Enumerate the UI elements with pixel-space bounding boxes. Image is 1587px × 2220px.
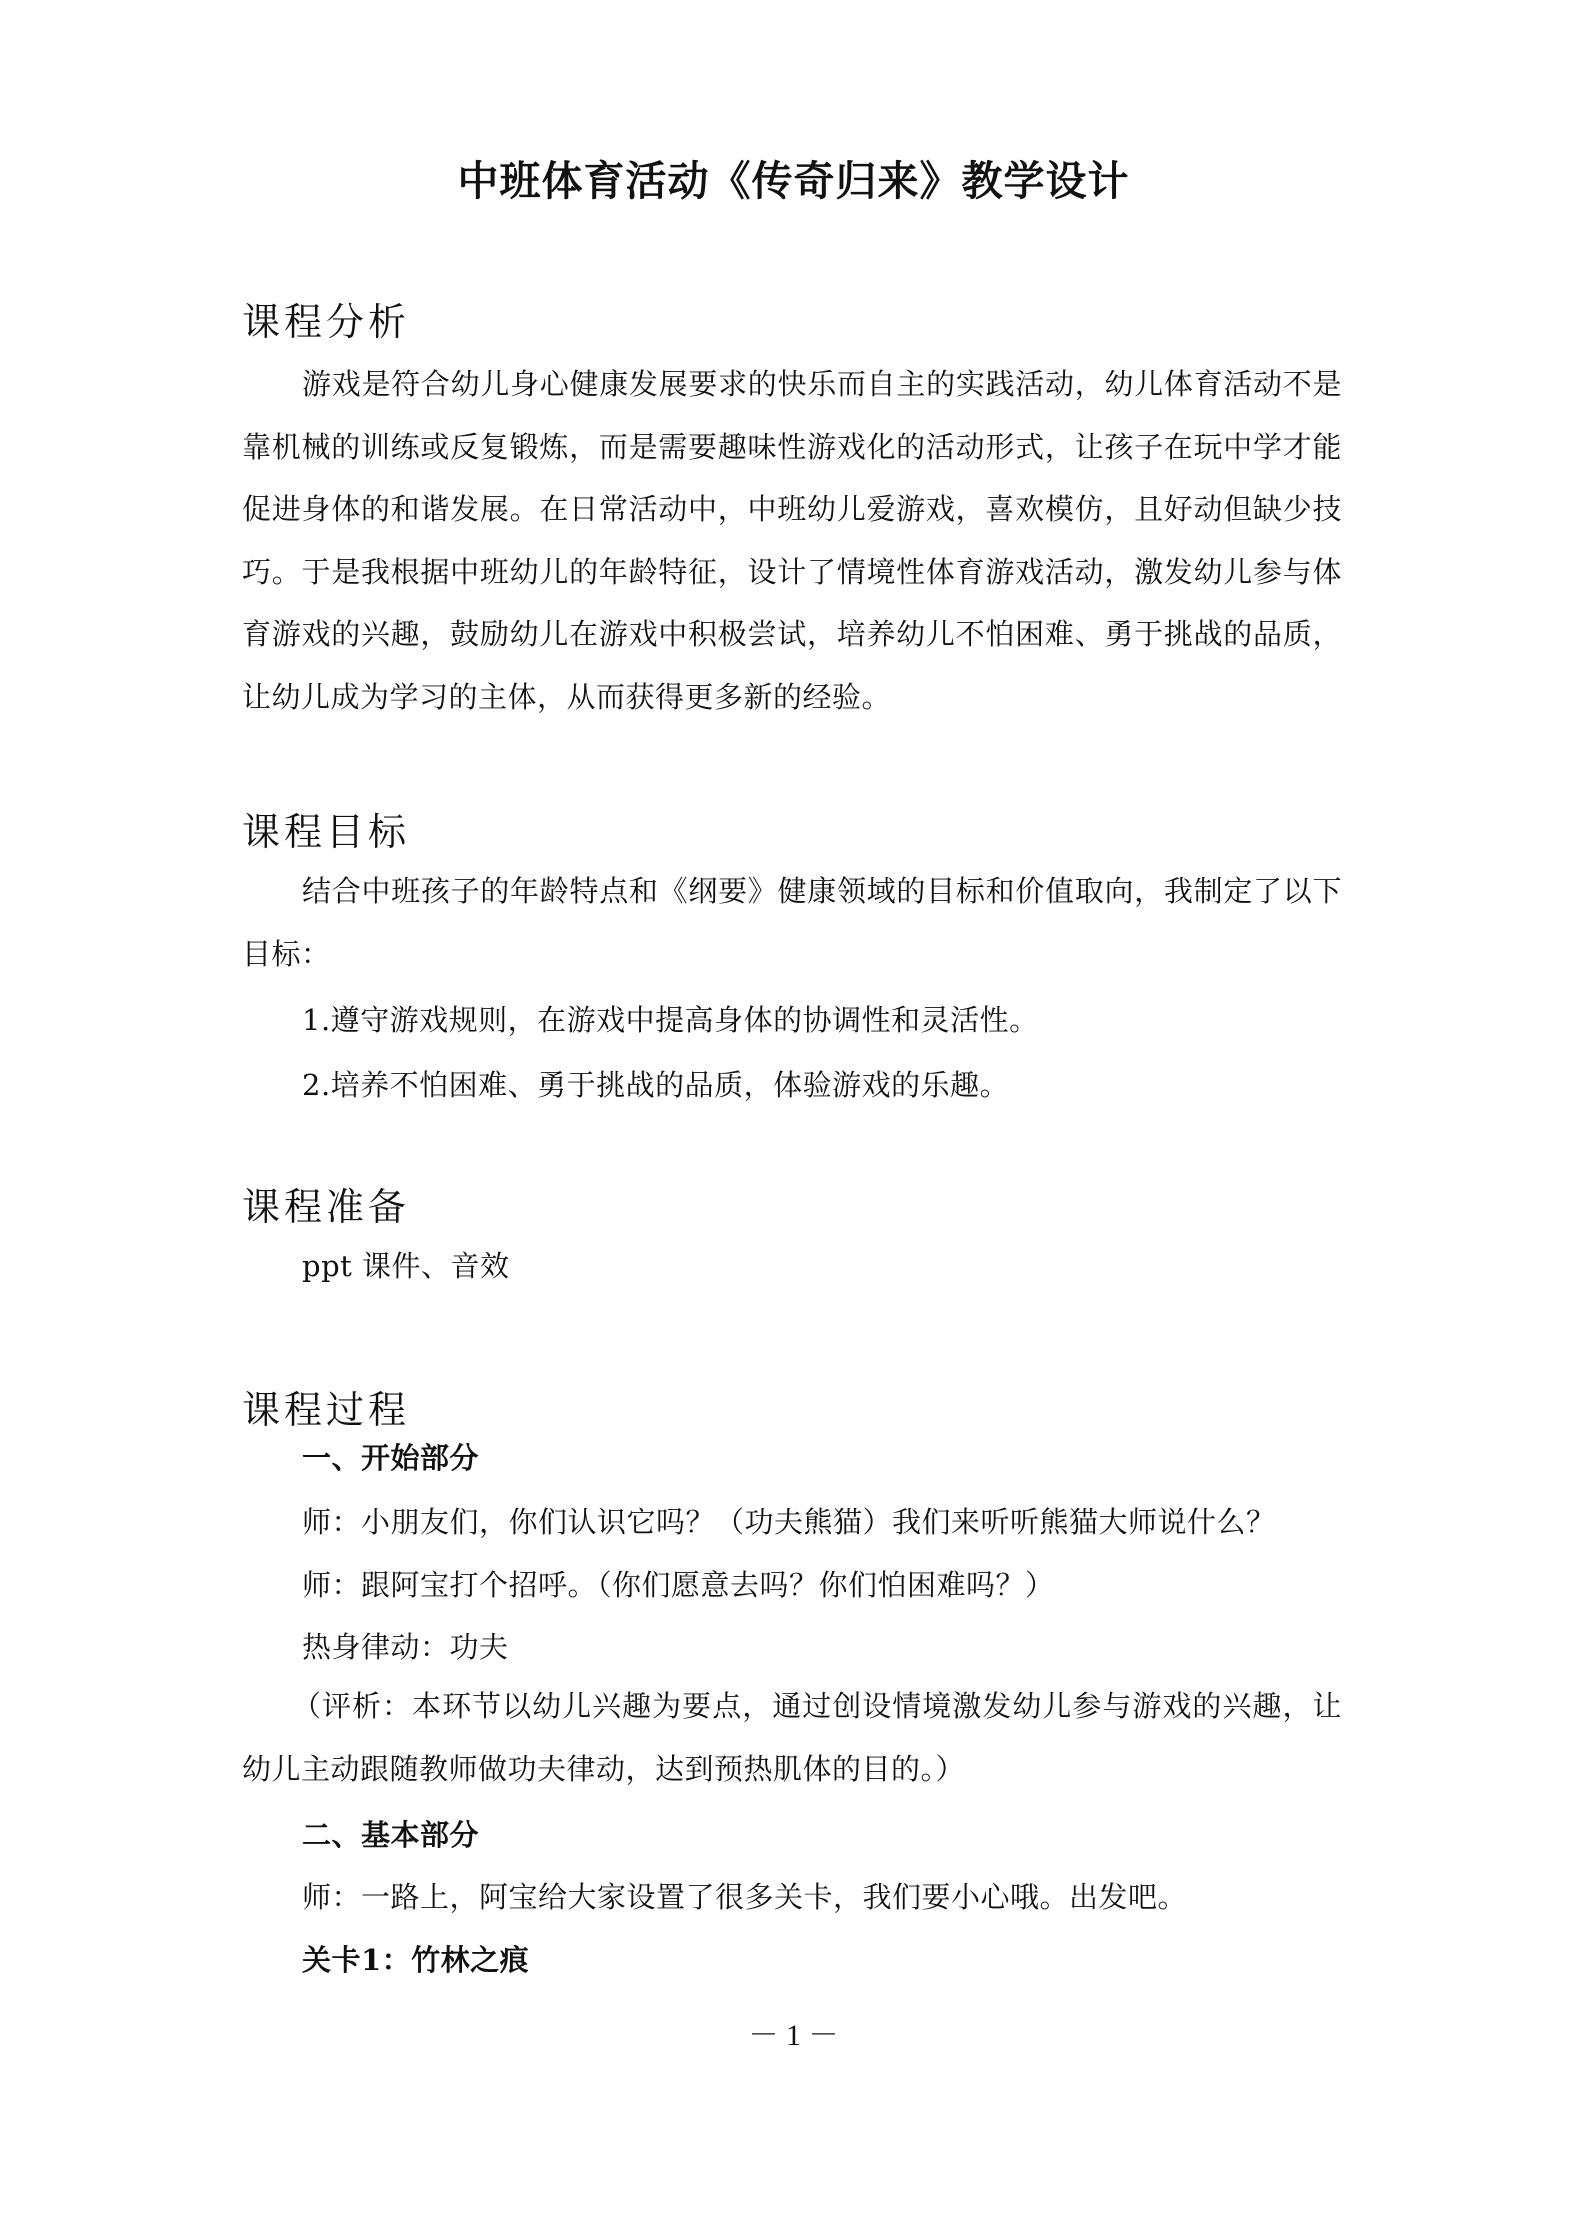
part2-level1: 关卡1：竹林之痕 [302, 1943, 530, 1977]
part1-line-3: 热身律动：功夫 [302, 1630, 509, 1664]
section-heading-preparation: 课程准备 [242, 1185, 411, 1229]
section-heading-process: 课程过程 [242, 1388, 411, 1432]
part1-comment: （评析：本环节以幼儿兴趣为要点，通过创设情境激发幼儿参与游戏的兴趣，让幼儿主动跟随教师做功夫律动，达到预热肌体的目的。） [242, 1689, 1342, 1786]
section-heading-analysis: 课程分析 [242, 300, 411, 344]
part1-line-2: 师：跟阿宝打个招呼。（你们愿意去吗？你们怕困难吗？） [302, 1568, 1055, 1602]
goal-item-1: 1.遵守游戏规则，在游戏中提高身体的协调性和灵活性。 [302, 1003, 1039, 1037]
document-title: 中班体育活动《传奇归来》教学设计 [457, 157, 1130, 205]
preparation-text: ppt 课件、音效 [302, 1249, 510, 1283]
analysis-paragraph: 游戏是符合幼儿身心健康发展要求的快乐而自主的实践活动，幼儿体育活动不是靠机械的训练或反复锻炼，而是需要趣味性游戏化的活动形式，让孩子在玩中学才能促进身体的和谐发展。在日常活动中，中班幼儿爱游戏，喜欢模仿，且好动但缺少技巧。于是我根据中班幼儿的年龄特征，设计了情境性体育游戏活动，激发幼儿参与体育游戏的兴趣，鼓励幼儿在游戏中积极尝试，培养幼儿不怕困难、勇于挑战的品质，让幼儿成为学习的主体，从而获得更多新的经验。 [242, 367, 1342, 714]
part2-line-1: 师：一路上，阿宝给大家设置了很多关卡，我们要小心哦。出发吧。 [302, 1880, 1188, 1914]
part2-heading: 二、基本部分 [302, 1818, 480, 1852]
part1-heading: 一、开始部分 [302, 1441, 480, 1475]
goals-intro: 结合中班孩子的年龄特点和《纲要》健康领域的目标和价值取向，我制定了以下目标： [242, 874, 1342, 971]
page-number: － 1 － [748, 2019, 839, 2052]
goal-item-2: 2.培养不怕困难、勇于挑战的品质，体验游戏的乐趣。 [302, 1068, 1010, 1102]
part1-line-1: 师：小朋友们，你们认识它吗？（功夫熊猫）我们来听听熊猫大师说什么？ [302, 1505, 1276, 1539]
section-heading-goals: 课程目标 [242, 810, 411, 854]
